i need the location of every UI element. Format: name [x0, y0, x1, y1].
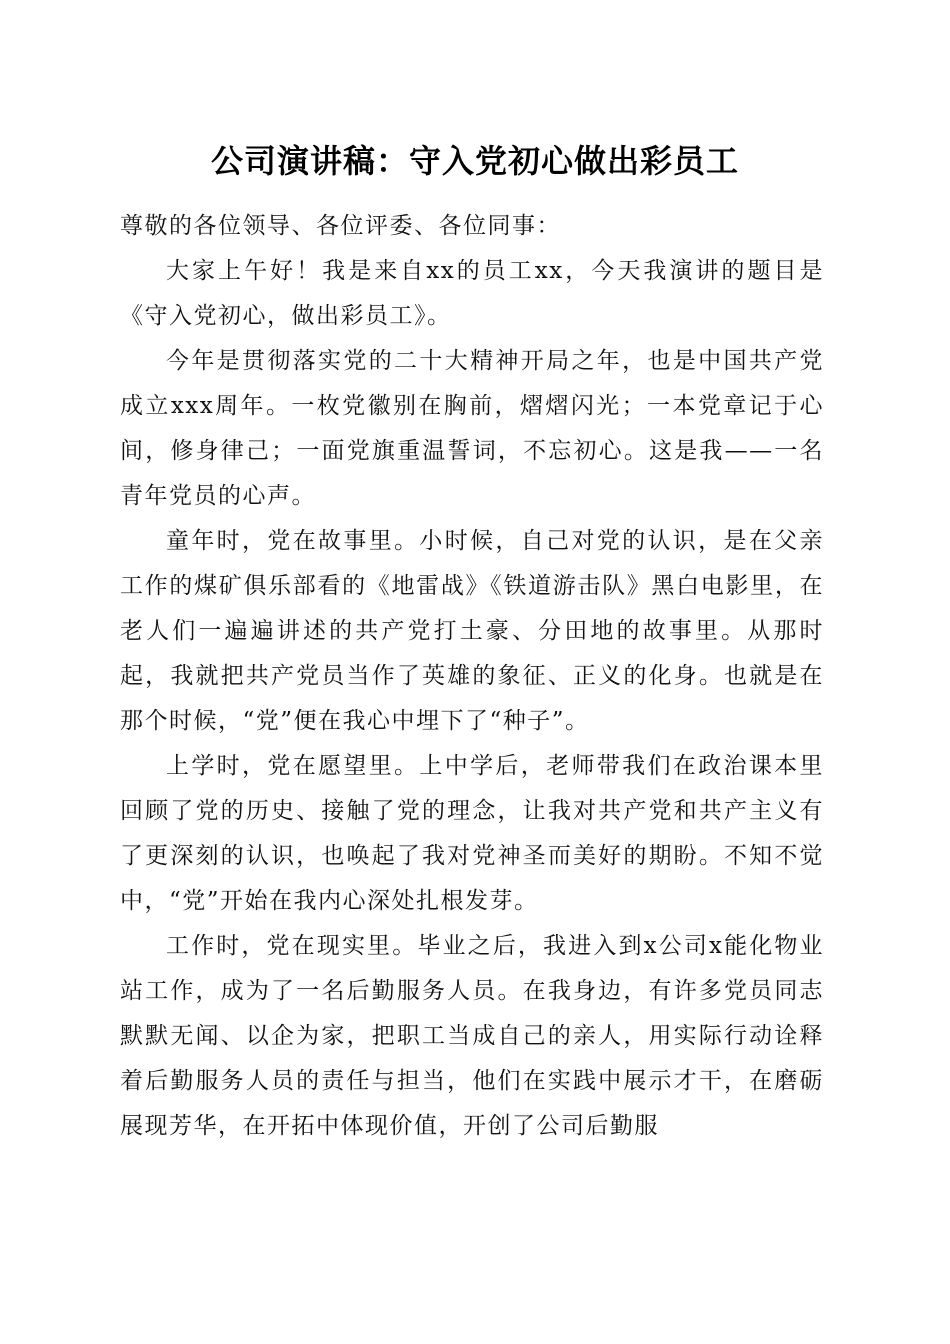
document-body [120, 204, 824, 1149]
salutation: 尊敬的各位领导、各位评委、各位同事： [120, 213, 561, 239]
document-title: 公司演讲稿：守入党初心做出彩员工 [210, 142, 739, 180]
paragraph-work: 工作时，党在现实里。毕业之后，我进入到x公司x能化物业站工作，成为了一名后勤服务人员。在我身边，有许多党员同志默默无闻、以企为家，把职工当成自己的亲人，用实际行动诠释着后勤服务人员的责任与担当，他们在实践中展示才干，在磨砺展现芳华，在开拓中体现价值，开创了公司后勤服 [120, 933, 824, 1139]
paragraph-childhood: 童年时，党在故事里。小时候，自己对党的认识，是在父亲工作的煤矿俱乐部看的《地雷战》《铁道游击队》黑白电影里，在老人们一遍遍讲述的共产党打土豪、分田地的故事里。从那时起，我就把共产党员当作了英雄的象征、正义的化身。也就是在那个时候，“党”便在我心中埋下了“种子”。 [120, 528, 824, 734]
paragraph-greeting: 大家上午好！我是来自xx的员工xx，今天我演讲的题目是《守入党初心，做出彩员工》。 [120, 258, 824, 329]
paragraph-school: 上学时，党在愿望里。上中学后，老师带我们在政治课本里回顾了党的历史、接触了党的理念，让我对共产党和共产主义有了更深刻的认识，也唤起了我对党神圣而美好的期盼。不知不觉中，“党”开始在我内心深处扎根发芽。 [120, 753, 824, 914]
paragraph-anniversary: 今年是贯彻落实党的二十大精神开局之年，也是中国共产党成立xxx周年。一枚党徽别在胸前，熠熠闪光；一本党章记于心间，修身律己；一面党旗重温誓词，不忘初心。这是我——一名青年党员的心声。 [120, 348, 824, 509]
